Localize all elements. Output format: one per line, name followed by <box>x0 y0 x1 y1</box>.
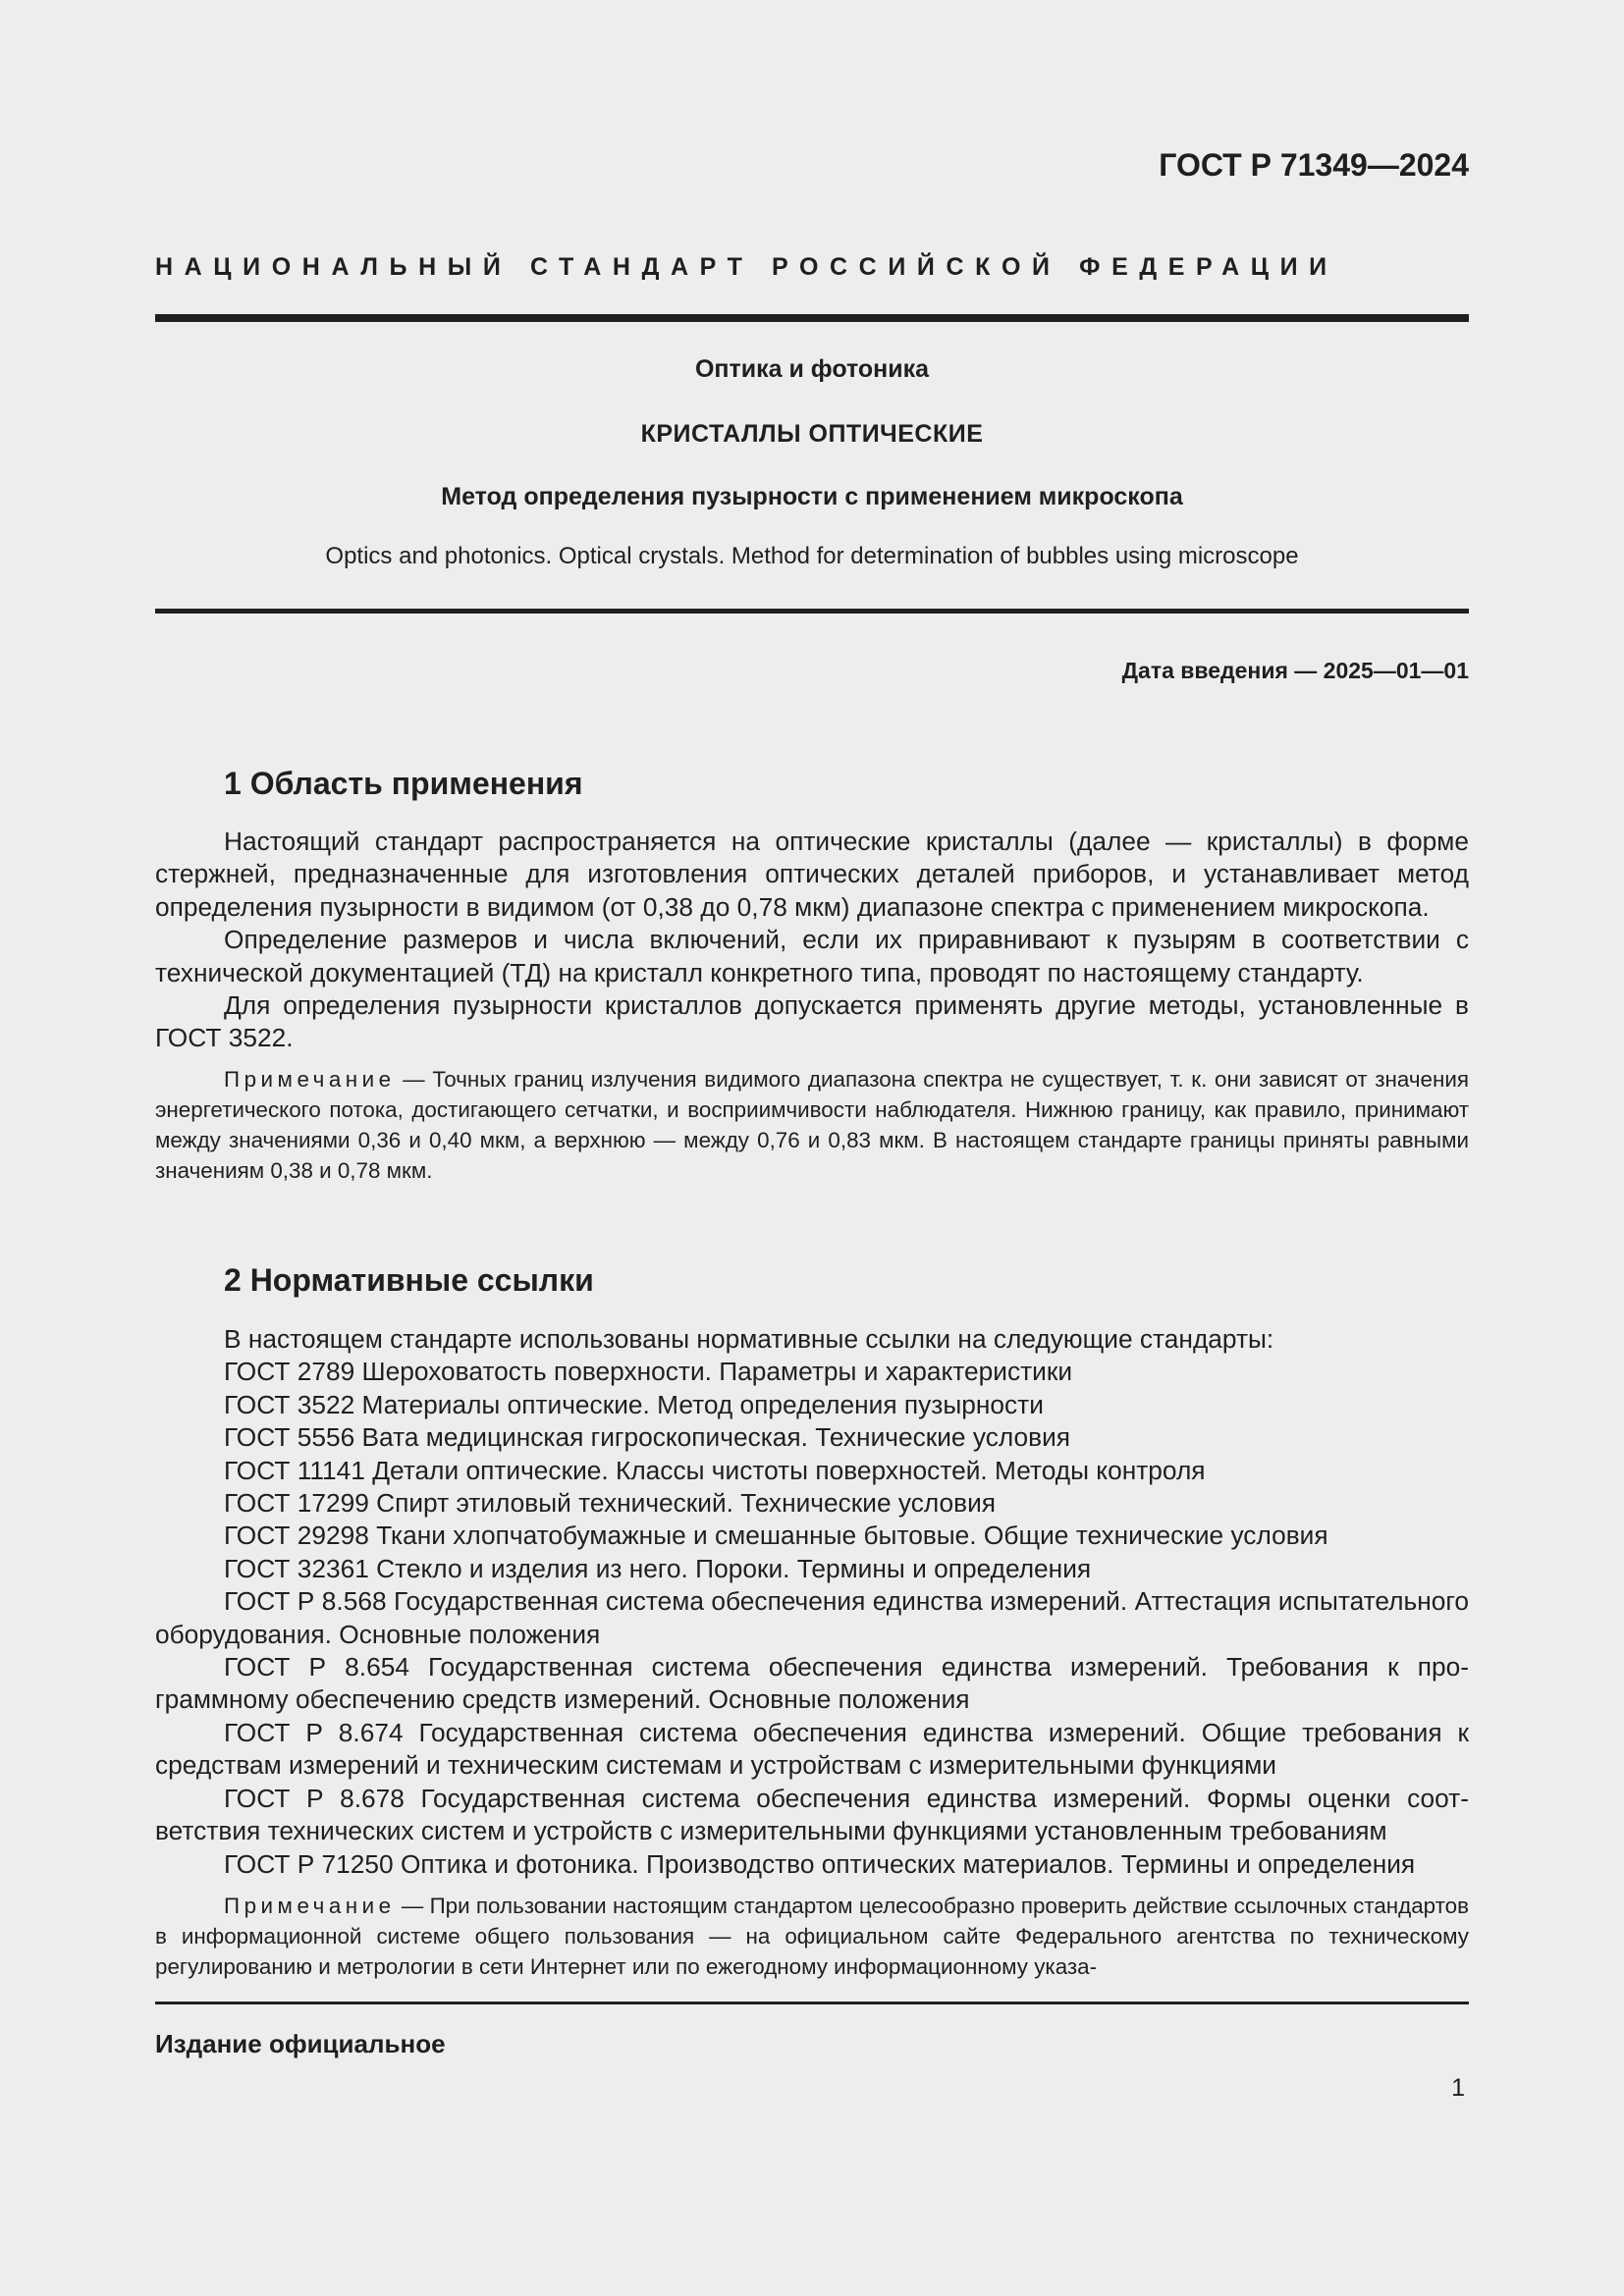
reference-item: ГОСТ 5556 Вата медицинская гигроскопическая. Технические условия <box>224 1422 1071 1453</box>
note-text: — Точных границ излучения видимого диапазона спектра не существует, т. к. они зависят от значения энергетического потока, достигающего сетчатки, и восприимчивости наблюдателя. Нижнюю границу, как правило, принимают между значениями 0,36 и 0,40 мкм, а верхнюю — между 0,76 и 0,83 мкм. В настоящем стандарте границы приняты равными значениям 0,38 и 0,78 мкм. <box>155 1066 1469 1183</box>
reference-item: ГОСТ 32361 Стекло и изделия из него. Пороки. Термины и определения <box>224 1553 1092 1583</box>
reference-item: ГОСТ Р 8.678 Государственная система обеспечения единства измерений. Формы оценки соответствия технических систем и устройств с измерительными функциями установленным требованиям <box>155 1783 1469 1846</box>
reference-item: ГОСТ Р 8.654 Государственная система обеспечения единства измерений. Требования к программному обеспечению средств измерений. Основные положения <box>155 1652 1469 1715</box>
header-rule <box>155 314 1469 322</box>
page-number: 1 <box>1451 2074 1465 2102</box>
reference-item: ГОСТ 17299 Спирт этиловый технический. Технические условия <box>224 1488 997 1519</box>
reference-item: ГОСТ 29298 Ткани хлопчатобумажные и смешанные бытовые. Общие технические условия <box>224 1521 1328 1551</box>
note-label: Примечание <box>224 1893 396 1918</box>
note <box>155 1064 1469 1186</box>
title-field: Оптика и фотоника <box>694 355 930 383</box>
paragraph: Определение размеров и числа включений, если их приравнивают к пузырям в соответствии с технической документацией (ТД) на кристалл конкретного типа, проводят по настоящему стандарту. <box>155 925 1469 988</box>
title-rule <box>155 609 1469 614</box>
paragraph: Настоящий стандарт распространяется на оптические кристаллы (далее — кристаллы) в форме стержней, предназначенные для изготовления оптических деталей приборов, и устанавливает метод определения пузырности в видимом (от 0,38 до 0,78 мкм) диапазоне спектра с применением микроскопа. <box>155 827 1469 922</box>
reference-item: ГОСТ 2789 Шероховатость поверхности. Параметры и характеристики <box>224 1357 1073 1387</box>
title-english: Optics and photonics. Optical crystals. Method for determination of bubbles using microscope <box>325 543 1299 569</box>
reference-item: ГОСТ Р 71250 Оптика и фотоника. Производство оптических материалов. Термины и определения <box>224 1848 1416 1879</box>
note-label: Примечание <box>224 1066 396 1092</box>
reference-item: ГОСТ 11141 Детали оптические. Классы чистоты поверхностей. Методы контроля <box>224 1455 1206 1485</box>
reference-item: ГОСТ 3522 Материалы оптические. Метод определения пузырности <box>224 1389 1044 1419</box>
note-text: — При пользовании настоящим стандартом целесообразно проверить действие ссылочных стандартов в информационной системе общего пользования — на официальном сайте Федерального агентства по техническому регулированию и метрологии в сети Интернет или по ежегодному информационному указа- <box>155 1893 1469 1979</box>
note <box>155 1891 1469 1982</box>
paragraph: Для определения пузырности кристаллов допускается применять другие методы, установленные в ГОСТ 3522. <box>155 990 1469 1053</box>
section-2-body <box>155 1323 1469 1982</box>
title-subtitle: Метод определения пузырности с применением микроскопа <box>441 483 1183 510</box>
section-1-heading: 1 Область применения <box>224 766 583 801</box>
official-edition-label: Издание официальное <box>155 2029 446 2058</box>
reference-item: ГОСТ Р 8.674 Государственная система обеспечения единства измерений. Общие требования к средствам измерений и техническим системам и устройствам с измерительными функциями <box>155 1717 1469 1781</box>
footer-rule <box>155 2002 1469 2004</box>
gost-code: ГОСТ Р 71349—2024 <box>1159 147 1469 183</box>
section-2-heading: 2 Нормативные ссылки <box>224 1262 594 1298</box>
references-intro: В настоящем стандарте использованы нормативные ссылки на следующие стандарты: <box>224 1324 1274 1354</box>
document-page <box>155 0 1469 2296</box>
section-1-body <box>155 826 1469 1186</box>
reference-item: ГОСТ Р 8.568 Государственная система обеспечения единства измерений. Аттестация испытательного оборудования. Основные положения <box>155 1586 1469 1649</box>
national-standard-label: НАЦИОНАЛЬНЫЙ СТАНДАРТ РОССИЙСКОЙ ФЕДЕРАЦИИ <box>155 253 1338 281</box>
introduction-date: Дата введения — 2025—01—01 <box>1121 658 1469 683</box>
title-main: КРИСТАЛЛЫ ОПТИЧЕСКИЕ <box>640 420 984 448</box>
